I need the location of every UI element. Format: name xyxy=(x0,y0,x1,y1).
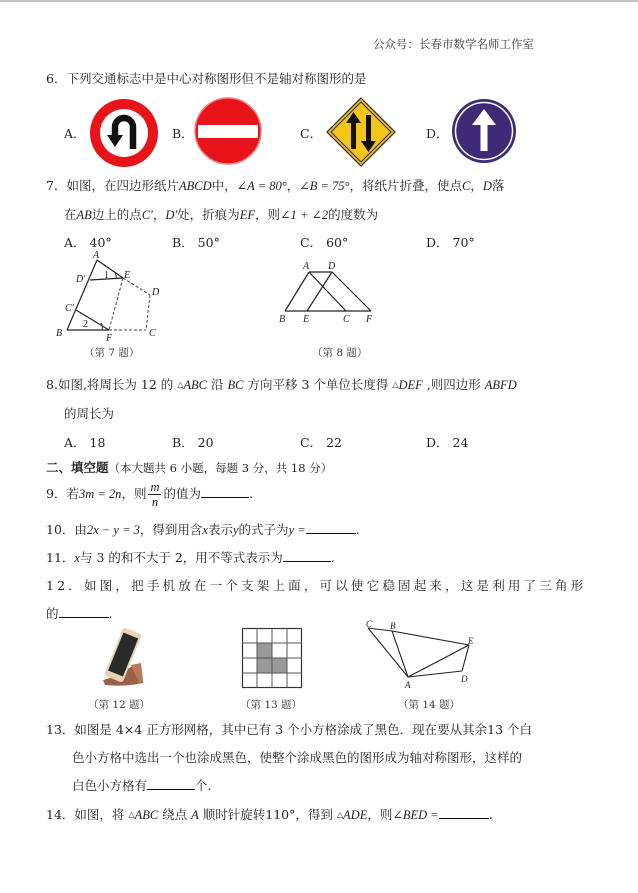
question-7-line1: 7．如图，在四边形纸片ABCD中，∠A = 80°，∠B = 75°，将纸片折叠，使点C，D落 xyxy=(46,178,505,193)
u-turn-sign-icon xyxy=(88,97,160,169)
svg-text:1: 1 xyxy=(104,270,109,281)
answer-blank-q14[interactable] xyxy=(439,806,489,819)
question-8-line1: 8.如图,将周长为 12 的 △ABC 沿 BC 方向平移 3 个单位长度得 △DEF ,则四边形 ABFD xyxy=(46,377,517,392)
question-7-line2: 在AB边上的点C′，D′处，折痕为EF，则∠1 + ∠2的度数为 xyxy=(64,207,379,222)
svg-text:D: D xyxy=(152,287,160,298)
figure-14-rotated-triangles xyxy=(360,618,485,693)
q8-option-d: D． 24 xyxy=(426,435,469,450)
q8-option-a: A． 18 xyxy=(64,435,106,450)
q7-option-b: B． 50° xyxy=(172,235,220,250)
question-6-stem: 6．下列交通标志中是中心对称图形但不是轴对称图形的是 xyxy=(46,71,367,86)
question-14: 14．如图，将 △ABC 绕点 A 顺时针旋转110°，得到 △ADE，则∠BED = . xyxy=(46,807,493,822)
question-12-line2: 的 . xyxy=(46,606,113,621)
figure-8-caption: （第 8 题） xyxy=(312,347,368,359)
answer-blank-q10[interactable] xyxy=(306,521,356,534)
q6-option-d-label: D． xyxy=(426,126,449,141)
question-9: 9．若3m = 2n，则 $\frac{m}{n}$ 的值为 . xyxy=(46,480,253,509)
question-13-line1: 13．如图是 4×4 正方形网格，其中已有 3 个小方格涂成了黑色．现在要从其余13 个白 xyxy=(46,722,533,737)
figure-8-translated-triangles xyxy=(275,255,385,325)
top-border xyxy=(0,0,638,2)
svg-text:C′: C′ xyxy=(65,303,74,314)
figure-12-caption: （第 12 题） xyxy=(88,699,151,711)
svg-text:D: D xyxy=(328,261,336,272)
svg-text:E: E xyxy=(124,270,131,281)
figure-13-caption: （第 13 题） xyxy=(240,699,303,711)
straight-ahead-sign-icon xyxy=(450,97,518,165)
svg-text:D: D xyxy=(461,674,468,684)
q6-option-a-label: A． xyxy=(64,126,86,141)
page-header: 公众号：长春市数学名师工作室 xyxy=(373,37,534,51)
question-13-line3: 白色小方格有 个. xyxy=(72,778,212,793)
triangle-symbol: △ xyxy=(336,810,344,819)
q8-option-c: C． 22 xyxy=(300,435,342,450)
figure-14-caption: （第 14 题） xyxy=(398,699,461,711)
q6-option-c-label: C． xyxy=(300,126,323,141)
svg-text:C: C xyxy=(149,328,156,339)
svg-text:E: E xyxy=(468,636,474,646)
svg-text:2: 2 xyxy=(83,319,88,330)
section-2-heading: 二、填空题（本大题共 6 小题，每题 3 分，共 18 分） xyxy=(46,460,333,475)
two-way-traffic-sign-icon xyxy=(325,96,397,168)
svg-text:D′: D′ xyxy=(76,274,86,285)
svg-text:B: B xyxy=(390,621,396,631)
q6-option-b-label: B． xyxy=(172,126,194,141)
question-13-line2: 色小方格中选出一个也涂成黑色，使整个涂成黑色的图形成为轴对称图形，这样的 xyxy=(72,750,523,765)
svg-text:F: F xyxy=(366,314,373,325)
triangle-symbol: △ xyxy=(177,380,184,389)
figure-7-caption: （第 7 题） xyxy=(84,347,140,359)
q7-option-a: A． 40° xyxy=(64,235,112,250)
triangle-symbol: △ xyxy=(392,380,399,389)
question-10: 10．由2x − y = 3，得到用含x表示y的式子为y = . xyxy=(46,522,360,537)
svg-text:C: C xyxy=(343,314,350,325)
figure-7-folded-quadrilateral xyxy=(55,248,175,343)
q7-option-d: D． 70° xyxy=(426,235,475,250)
question-12-line1: 12．如图，把手机放在一个支架上面，可以使它稳固起来，这是利用了三角形 xyxy=(46,578,587,593)
no-entry-sign-icon xyxy=(193,96,263,166)
q8-option-b: B． 20 xyxy=(172,435,214,450)
svg-text:E: E xyxy=(303,314,310,325)
answer-blank-q13[interactable] xyxy=(147,777,195,790)
fraction-m-over-n: $\frac{m}{n}$ xyxy=(150,480,160,509)
svg-text:B: B xyxy=(279,314,286,325)
figure-13-4x4-grid xyxy=(242,628,302,688)
question-11: 11．x与 3 的和不大于 2，用不等式表示为 . xyxy=(46,550,335,565)
answer-blank-q11[interactable] xyxy=(283,549,331,562)
phone-on-stand-image xyxy=(95,625,150,690)
svg-text:A: A xyxy=(303,261,310,272)
svg-text:B: B xyxy=(56,328,63,339)
svg-text:C: C xyxy=(366,619,373,629)
q7-option-c: C． 60° xyxy=(300,235,349,250)
triangle-symbol: △ xyxy=(128,810,135,819)
question-8-line2: 的周长为 xyxy=(64,406,115,421)
answer-blank-q9[interactable] xyxy=(201,485,249,498)
answer-blank-q12[interactable] xyxy=(59,605,109,618)
svg-text:A: A xyxy=(405,680,411,690)
svg-text:A: A xyxy=(93,250,100,261)
svg-text:F: F xyxy=(106,333,113,344)
